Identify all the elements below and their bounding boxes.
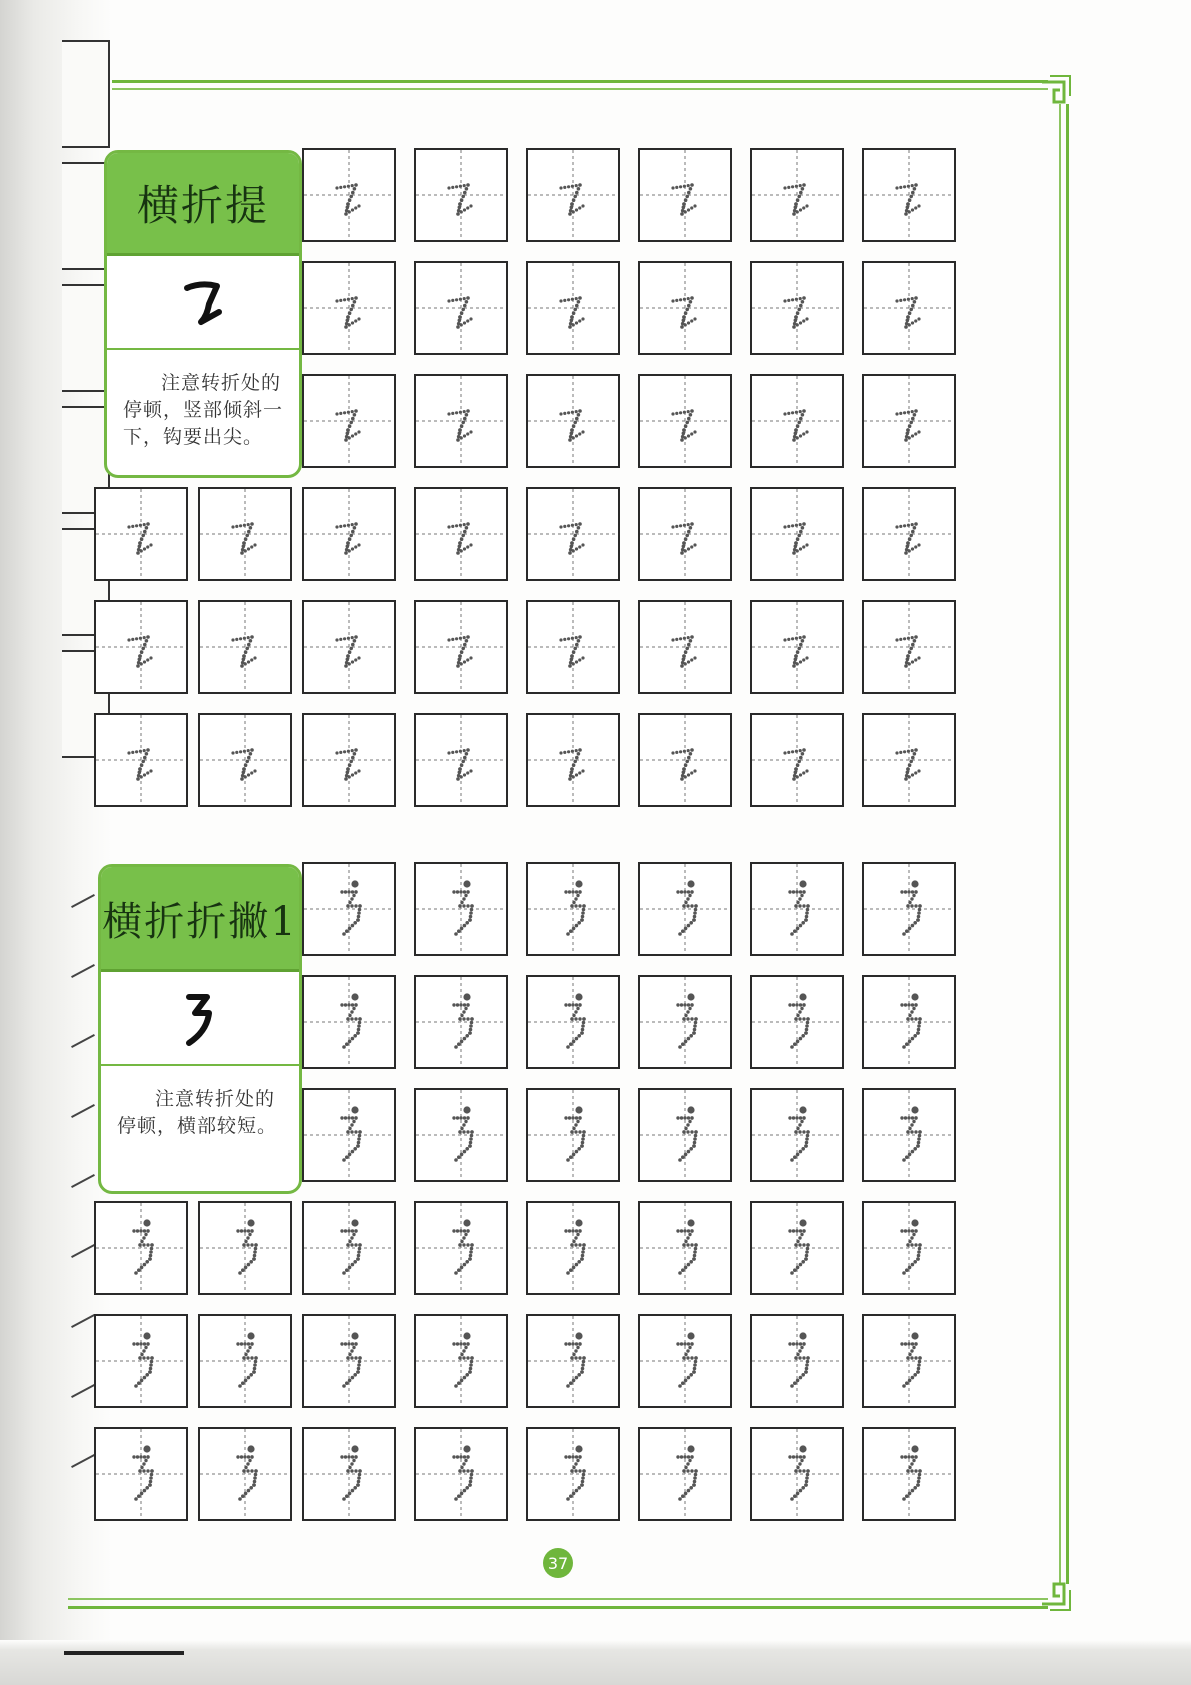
hengzhezhepie-trace-glyph [864, 1090, 954, 1180]
hengzhezhepie-trace-glyph [752, 1316, 842, 1406]
hengzhezhepie-trace-glyph [752, 977, 842, 1067]
hengzheti-trace-glyph [416, 602, 506, 692]
tracing-square [638, 713, 732, 807]
hengzhezhepie-trace-glyph [304, 977, 394, 1067]
hengzhezhepie-trace-glyph [96, 1316, 186, 1406]
tracing-square [414, 975, 508, 1069]
hengzhezhepie-trace-glyph [304, 864, 394, 954]
hengzhezhepie-trace-glyph [528, 864, 618, 954]
hengzheti-trace-glyph [416, 489, 506, 579]
hengzheti-trace-glyph [640, 489, 730, 579]
tracing-square [862, 1314, 956, 1408]
page-bottom-edge [64, 1651, 184, 1655]
hengzheti-trace-glyph [304, 376, 394, 466]
hengzhezhepie-trace-glyph [864, 1429, 954, 1519]
hengzheti-trace-glyph [96, 715, 186, 805]
stroke-card-hengzhezhepie [98, 864, 302, 1194]
tracing-square [862, 862, 956, 956]
stroke-title: 横折折撇1 [101, 867, 299, 972]
hengzhezhepie-trace-glyph [200, 1429, 290, 1519]
frame-corner-ornament-top [1040, 72, 1074, 106]
spine-mark [71, 1454, 95, 1468]
tracing-square [750, 1427, 844, 1521]
hengzheti-trace-glyph [528, 715, 618, 805]
hengzheti-trace-glyph [640, 715, 730, 805]
tracing-square [750, 148, 844, 242]
tracing-square [414, 1201, 508, 1295]
hengzhezhepie-stroke-icon [101, 972, 299, 1066]
hengzheti-trace-glyph [864, 376, 954, 466]
hengzhezhepie-trace-glyph [752, 1429, 842, 1519]
tracing-square [94, 1427, 188, 1521]
spine-page-edge [62, 162, 110, 270]
tracing-square [94, 1201, 188, 1295]
tracing-square [862, 261, 956, 355]
hengzhezhepie-trace-glyph [416, 1429, 506, 1519]
tracing-square [526, 261, 620, 355]
hengzheti-trace-glyph [528, 602, 618, 692]
tracing-square [862, 1427, 956, 1521]
spine-page-edge [62, 284, 110, 392]
spine-mark [71, 1244, 95, 1258]
tracing-square [302, 1314, 396, 1408]
tracing-square [750, 1314, 844, 1408]
hengzheti-trace-glyph [752, 150, 842, 240]
hengzheti-trace-glyph [752, 715, 842, 805]
tracing-square [526, 1314, 620, 1408]
tracing-square [862, 487, 956, 581]
tracing-square [750, 1201, 844, 1295]
tracing-square [750, 600, 844, 694]
hengzheti-trace-glyph [752, 376, 842, 466]
hengzhezhepie-trace-glyph [416, 1316, 506, 1406]
tracing-square [302, 1201, 396, 1295]
tracing-square [638, 975, 732, 1069]
hengzheti-trace-glyph [304, 489, 394, 579]
tracing-square [526, 862, 620, 956]
tracing-square [526, 600, 620, 694]
tracing-square [638, 1088, 732, 1182]
spine-mark [71, 1104, 95, 1118]
spine-page-edge [62, 40, 110, 148]
tracing-square [526, 148, 620, 242]
hengzheti-trace-glyph [200, 715, 290, 805]
hengzhezhepie-trace-glyph [304, 1203, 394, 1293]
tracing-square [414, 1427, 508, 1521]
hengzheti-trace-glyph [200, 489, 290, 579]
hengzheti-trace-glyph [416, 376, 506, 466]
tracing-square [302, 1427, 396, 1521]
hengzheti-trace-glyph [640, 263, 730, 353]
tracing-square [414, 862, 508, 956]
tracing-square [526, 975, 620, 1069]
tracing-square [198, 1201, 292, 1295]
hengzhezhepie-trace-glyph [640, 1203, 730, 1293]
hengzhezhepie-trace-glyph [416, 1090, 506, 1180]
hengzhezhepie-trace-glyph [640, 1090, 730, 1180]
stroke-card-hengzheti [104, 150, 302, 478]
hengzhezhepie-trace-glyph [96, 1203, 186, 1293]
hengzhezhepie-trace-glyph [640, 1316, 730, 1406]
hengzhezhepie-trace-glyph [864, 1203, 954, 1293]
tracing-square [862, 600, 956, 694]
hengzheti-trace-glyph [416, 715, 506, 805]
hengzhezhepie-trace-glyph [416, 864, 506, 954]
hengzheti-trace-glyph [640, 376, 730, 466]
stroke-note: 注意转折处的停顿，竖部倾斜一下，钩要出尖。 [123, 372, 284, 448]
tracing-square [526, 1427, 620, 1521]
hengzheti-trace-glyph [96, 602, 186, 692]
hengzhezhepie-trace-glyph [864, 1316, 954, 1406]
hengzheti-trace-glyph [304, 263, 394, 353]
hengzhezhepie-trace-glyph [752, 864, 842, 954]
tracing-square [414, 713, 508, 807]
hengzhezhepie-trace-glyph [528, 1090, 618, 1180]
hengzhezhepie-trace-glyph [752, 1203, 842, 1293]
tracing-square [638, 862, 732, 956]
hengzhezhepie-trace-glyph [200, 1203, 290, 1293]
tracing-square [302, 261, 396, 355]
tracing-square [414, 261, 508, 355]
hengzhezhepie-trace-glyph [528, 1429, 618, 1519]
hengzhezhepie-trace-glyph [864, 977, 954, 1067]
tracing-square [302, 374, 396, 468]
tracing-square [414, 487, 508, 581]
tracing-square [750, 862, 844, 956]
hengzheti-trace-glyph [864, 150, 954, 240]
tracing-square [94, 1314, 188, 1408]
hengzheti-trace-glyph [864, 715, 954, 805]
tracing-square [750, 374, 844, 468]
hengzheti-trace-glyph [304, 602, 394, 692]
tracing-square [198, 487, 292, 581]
hengzheti-trace-glyph [864, 489, 954, 579]
tracing-square [638, 261, 732, 355]
tracing-square [526, 713, 620, 807]
stroke-title: 横折提 [107, 153, 299, 256]
tracing-square [526, 374, 620, 468]
hengzhezhepie-trace-glyph [304, 1429, 394, 1519]
hengzhezhepie-trace-glyph [640, 977, 730, 1067]
spine-mark [71, 1174, 95, 1188]
hengzhezhepie-trace-glyph [200, 1316, 290, 1406]
hengzhezhepie-trace-glyph [304, 1090, 394, 1180]
hengzhezhepie-trace-glyph [528, 1203, 618, 1293]
tracing-square [414, 1314, 508, 1408]
stroke-note: 注意转折处的停顿，横部较短。 [117, 1088, 278, 1137]
tracing-square [198, 713, 292, 807]
tracing-square [750, 261, 844, 355]
hengzheti-trace-glyph [200, 602, 290, 692]
tracing-square [94, 713, 188, 807]
tracing-square [94, 487, 188, 581]
hengzheti-trace-glyph [752, 263, 842, 353]
spine-mark [71, 894, 95, 908]
tracing-square [414, 374, 508, 468]
hengzheti-trace-glyph [528, 263, 618, 353]
hengzhezhepie-trace-glyph [864, 864, 954, 954]
tracing-square [638, 1427, 732, 1521]
tracing-square [526, 487, 620, 581]
spine-mark [71, 1314, 95, 1328]
tracing-square [414, 1088, 508, 1182]
hengzhezhepie-trace-glyph [304, 1316, 394, 1406]
tracing-square [302, 975, 396, 1069]
tracing-square [862, 1088, 956, 1182]
tracing-square [862, 148, 956, 242]
tracing-square [638, 148, 732, 242]
page-bottom-shadow [0, 1640, 1191, 1685]
page-number: 37 [543, 1548, 573, 1578]
tracing-square [862, 1201, 956, 1295]
hengzhezhepie-trace-glyph [752, 1090, 842, 1180]
hengzheti-trace-glyph [304, 150, 394, 240]
tracing-square [302, 148, 396, 242]
spine-mark [71, 1384, 95, 1398]
tracing-square [526, 1088, 620, 1182]
tracing-square [638, 374, 732, 468]
hengzheti-trace-glyph [96, 489, 186, 579]
tracing-square [198, 600, 292, 694]
frame-corner-ornament-bottom [1040, 1580, 1074, 1614]
tracing-square [526, 1201, 620, 1295]
hengzheti-trace-glyph [416, 263, 506, 353]
tracing-square [638, 1201, 732, 1295]
hengzheti-trace-glyph [640, 602, 730, 692]
tracing-square [198, 1427, 292, 1521]
tracing-square [302, 487, 396, 581]
tracing-square [94, 600, 188, 694]
tracing-square [414, 148, 508, 242]
tracing-square [750, 487, 844, 581]
tracing-square [302, 1088, 396, 1182]
hengzhezhepie-trace-glyph [640, 864, 730, 954]
tracing-square [862, 374, 956, 468]
tracing-square [750, 713, 844, 807]
hengzhezhepie-trace-glyph [416, 977, 506, 1067]
hengzheti-trace-glyph [864, 602, 954, 692]
hengzheti-trace-glyph [528, 489, 618, 579]
hengzhezhepie-trace-glyph [528, 977, 618, 1067]
hengzheti-trace-glyph [752, 602, 842, 692]
hengzheti-trace-glyph [528, 376, 618, 466]
hengzheti-stroke-icon [107, 256, 299, 350]
hengzheti-trace-glyph [864, 263, 954, 353]
hengzheti-trace-glyph [752, 489, 842, 579]
spine-mark [71, 1034, 95, 1048]
tracing-square [862, 975, 956, 1069]
tracing-square [198, 1314, 292, 1408]
hengzheti-trace-glyph [640, 150, 730, 240]
tracing-square [638, 600, 732, 694]
hengzhezhepie-trace-glyph [640, 1429, 730, 1519]
tracing-square [638, 1314, 732, 1408]
tracing-square [750, 975, 844, 1069]
hengzhezhepie-trace-glyph [528, 1316, 618, 1406]
tracing-square [862, 713, 956, 807]
tracing-square [414, 600, 508, 694]
spine-mark [71, 964, 95, 978]
hengzhezhepie-trace-glyph [96, 1429, 186, 1519]
hengzheti-trace-glyph [528, 150, 618, 240]
hengzhezhepie-trace-glyph [416, 1203, 506, 1293]
tracing-square [302, 862, 396, 956]
tracing-square [750, 1088, 844, 1182]
tracing-square [302, 600, 396, 694]
tracing-square [302, 713, 396, 807]
tracing-square [638, 487, 732, 581]
hengzheti-trace-glyph [416, 150, 506, 240]
hengzheti-trace-glyph [304, 715, 394, 805]
